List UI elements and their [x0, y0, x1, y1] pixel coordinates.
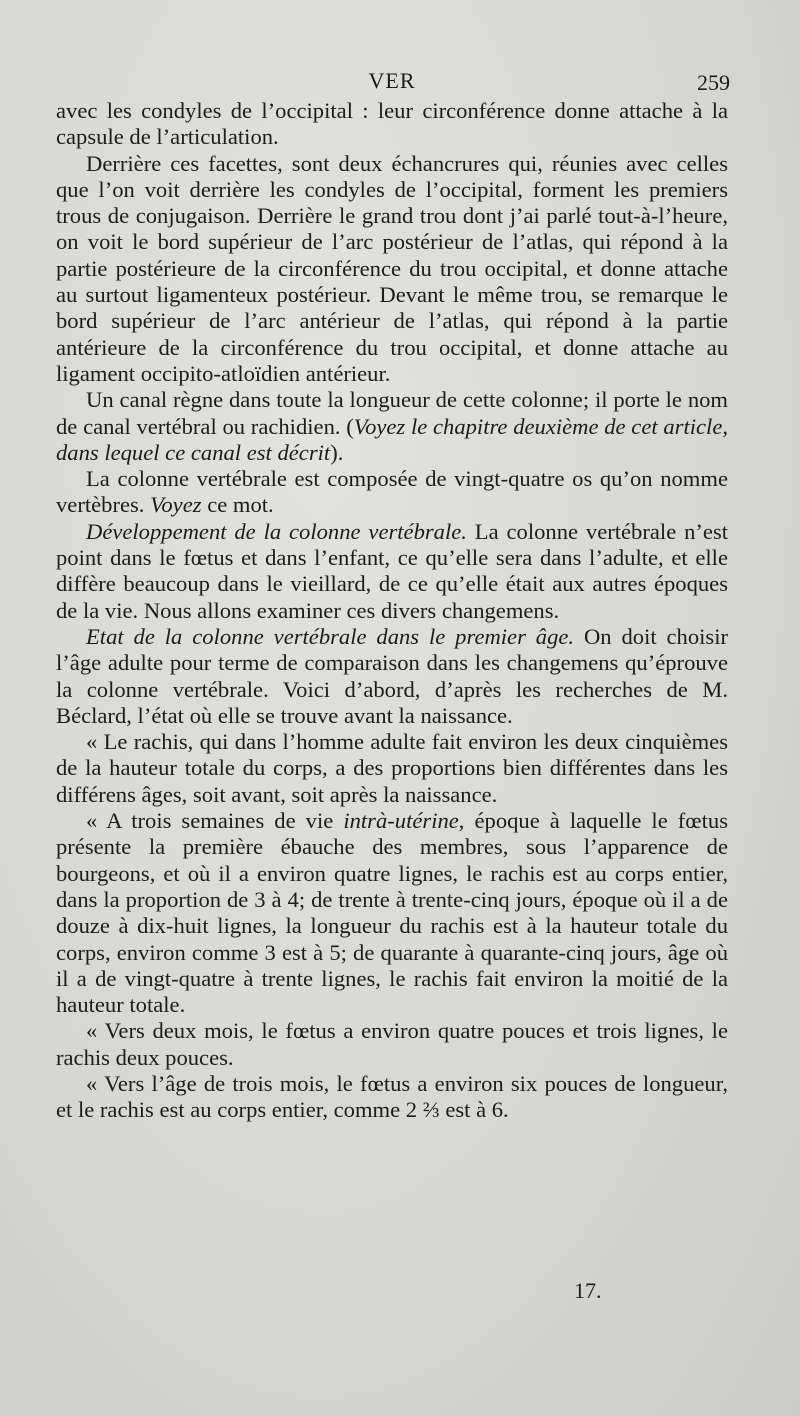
italic-text: Voyez le chapitre deuxième de cet article, dans lequel ce canal est décrit: [56, 413, 728, 465]
text-run: La colonne vertébrale n’est point dans le fœtus et dans l’enfant, ce qu’elle sera dans l’adulte, et elle diffère beaucoup dans le vieillard, de ce qu’elle était aux autres époques de la vie. Nous allons examiner ces divers changemens.: [56, 518, 729, 623]
text-run: « Vers l’âge de trois mois, le fœtus a environ six pouces de longueur, et le rachis est au corps entier, comme 2 ⅔ est à 6.: [56, 1070, 728, 1123]
italic-text: Développement de la colonne vertébrale.: [86, 518, 467, 544]
book-page: [56, 68, 728, 1124]
body-text: [56, 98, 728, 1124]
text-run: avec les condyles de l’occipital : leur circonférence donne attache à la capsule de l’articulation.: [56, 98, 728, 150]
paragraph: [56, 808, 728, 1018]
italic-text: Etat de la colonne vertébrale dans le premier âge.: [86, 623, 575, 649]
italic-text: intrà-utérine: [343, 808, 459, 834]
text-run: Derrière ces facettes, sont deux échancrures qui, réunies avec celles que l’on voit derrière les condyles de l’occipital, forment les premiers trous de conjugaison. Derrière le grand trou dont j’ai parlé tout-à-l’heure, on voit le bord supérieur de l’arc postérieur de l’atlas, qui répond à la partie postérieure de la circonférence du trou occipital, et donne attache au surtout ligamenteux postérieur. Devant le même trou, se remarque le bord supérieur de l’arc antérieur de l’atlas, qui répond à la partie antérieure de la circonférence du trou occipital, et donne attache au ligament occipito-atloïdien antérieur.: [56, 150, 728, 386]
paragraph: [56, 466, 728, 519]
running-header: [56, 68, 728, 98]
paragraph: [56, 98, 728, 151]
running-title: VER: [368, 68, 416, 93]
text-run: « A trois semaines de vie: [86, 808, 344, 834]
paragraph: [56, 151, 728, 388]
text-run: La colonne vertébrale est composée de vingt-quatre os qu’on nomme vertèbres.: [56, 466, 728, 518]
text-run: On doit choisir l’âge adulte pour terme de comparaison dans les changemens qu’éprouve la colonne vertébrale. Voici d’abord, d’après les recherches de M. Béclard, l’état où elle se trouve avant la naissance.: [56, 623, 729, 728]
text-run: ce mot.: [201, 492, 274, 518]
italic-text: Voyez: [150, 492, 202, 518]
paragraph: [56, 624, 728, 729]
paragraph: [56, 519, 728, 624]
paragraph: [56, 387, 728, 466]
paragraph: [56, 1018, 728, 1071]
text-run: ).: [330, 439, 344, 465]
paragraph: [56, 729, 728, 808]
text-run: « Le rachis, qui dans l’homme adulte fait environ les deux cinquièmes de la hauteur totale du corps, a des proportions bien différentes dans les différens âges, soit avant, soit après la naissance.: [56, 729, 728, 807]
page-number: 259: [697, 70, 730, 95]
text-run: Un canal règne dans toute la longueur de cette colonne; il porte le nom de canal vertébral ou rachidien. (: [56, 387, 728, 439]
text-run: « Vers deux mois, le fœtus a environ quatre pouces et trois lignes, le rachis deux pouces.: [56, 1018, 728, 1070]
text-run: , époque à laquelle le fœtus présente la première ébauche des membres, sous l’apparence de bourgeons, et où il a environ quatre lignes, le rachis est au corps entier, dans la proportion de 3 à 4; de trente à trente-cinq jours, époque où il a de douze à dix-huit lignes, la longueur du rachis est à la hauteur totale du corps, environ comme 3 est à 5; de quarante à quarante-cinq jours, âge où il a de vingt-quatre à trente lignes, le rachis fait environ la moitié de la hauteur totale.: [56, 808, 728, 1018]
signature-mark: 17.: [574, 1278, 602, 1303]
paragraph: [56, 1071, 728, 1124]
